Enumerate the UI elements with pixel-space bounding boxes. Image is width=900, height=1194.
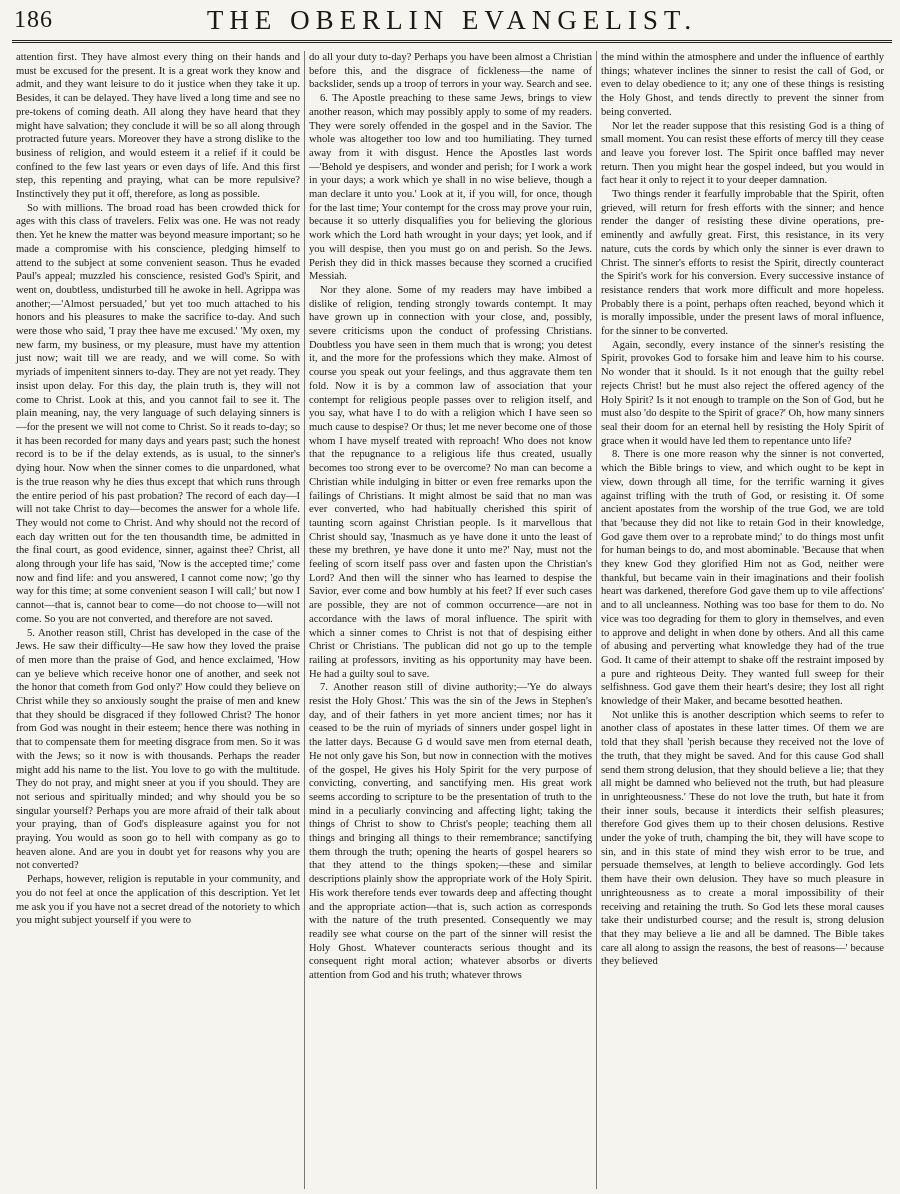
column-middle xyxy=(304,51,596,1189)
newspaper-title: THE OBERLIN EVANGELIST. xyxy=(206,5,698,35)
paragraph: 5. Another reason still, Christ has developed in the case of the Jews. He saw their difficulty—He saw how they loved the praise of men more than the praise of God, and hence exclaimed, 'How can ye believe which receive honor one of another, and seek not the honor that cometh from God only?' How could they believe on Christ while they so anxiously sought the praise of men and knew that they should be disgraced if they followed Christ? The honor from God was nought in their esteem; hence there was nothing in that to compensate them for meeting disgrace from men. So it was with the Jews; so it now is with thousands. Perhaps the reader might add his name to the list. You love to go with the multitude. They do not pray, and might sneer at you if you should. They are not serious and spiritually minded; and why should you be so singular yourself? Perhaps you are more afraid of their talk about your praying, than of God's displeasure against you for not praying. You would as soon go to hell with company as go to heaven alone. And are you in doubt yet for reasons why you are not converted? xyxy=(16,627,300,872)
paragraph: Perhaps, however, religion is reputable in your community, and you do not feel at once the application of this description. Yet let me ask you if you have not a secret dread of the notoriety to which you might subject yourself if you were to xyxy=(16,874,300,927)
column-left xyxy=(12,51,304,1189)
paragraph: So with millions. The broad road has been crowded thick for ages with this class of travelers. Felix was one. He was not ready then. Yet he knew the matter was beyond measure important; so he made a compromise with his conscience, pledging himself to attend to the subject at some convenient season. Thus he evaded Paul's appeal; muzzled his conscience, resisted God's Spirit, and went on, doubtless, undisturbed till he awoke in hell. Agrippa was another;—'Almost persuaded,' but yet too much attached to his honors and his pleasures to make the sacrifice to-day. And such were those who said, 'I pray thee have me excused.' 'My oxen, my new farm, my business, or my pleasure, must have my attention just now; wait till we are ready, and we will come. So with myriads of impenitent sinners to-day. They are not yet ready. They insist upon delay. For this day, the plain truth is, they will not come to Christ. Look at this, and you cannot fail to see it. The plain meaning, nay, the very language of such delaying sinners is—for the present we will not come to Christ. So it reads to-day; so it has been recorded for many days and years past; such the honest record is to be if the delay extends, as is usual, to the sinner's dying hour. Now when the sinner comes to die unpardoned, what is the true reason why he dies thus except that which runs through the entire period of his past probation? The record of each day—I will not take Christ to day—becomes the answer for a whole life. They would not come to Christ. And why should not the record of each day written out for the ten thousandth time, be admitted in the final court, as good evidence, sinner, against thee? Christ, all along through your life has said, 'Now is the accepted time;' come now and find life: and you answered, I cannot come now; 'go thy way for this time; at some convenient season I will call;' but now I cannot—that is, cannot bear to come—do not choose to—will not come. So you are not converted, and therefore are not saved. xyxy=(16,202,300,625)
paragraph: 8. There is one more reason why the sinner is not converted, which the Bible brings to view, and which ought to be kept in view, down through all time, for the terrific warning it gives against trifling with the truth of God, or resisting it. Of some ancient apostates from the worship of the true God, we are told that 'because they did not like to retain God in their knowledge, God gave them over to a reprobate mind;' to do things most unfit for human beings to do, and most abominable. 'Because that when they knew God they glorified Him not as God, neither were thankful, but became vain in their imaginations and their foolish heart was darkened, therefore God gave them up to vile affections' and to all uncleanness. Nothing was too base for them to do. No vice was too degrading for them to glory in themselves, and even to approve and delight in when done by others. And all this came of abusing and perverting what knowledge they had of the true God. It came of their attempt to shake off the restraint imposed by a pure and righteous Deity. They wanted full sweep for their selfishness. God gave them their heart's desire; they lost all right knowledge of their Maker, and became besotted heathen. xyxy=(601,449,884,708)
page-number: 186 xyxy=(14,7,53,33)
paragraph: 6. The Apostle preaching to these same Jews, brings to view another reason, which may possibly apply to some of my readers. They were sorely offended in the gospel and in the Savior. The whole was altogether too low and too humiliating. They turned away from it with disgust. Hence the Apostles last words—'Behold ye despisers, and wonder and perish; for I work a work in your days; a work which ye shall in no wise believe, though a man declare it unto you.' Look at it, if you will, for once, though for the last time; Your contempt for the cross may prove your ruin, because it so utterly disqualifies you for believing the glorious work which the Lord hath wrought in your days; yet look, and if you will despise, then you must go on and perish. So the Jews. Perish they did in thick masses because they scorned a crucified Messiah. xyxy=(309,93,592,283)
masthead xyxy=(12,0,892,43)
paragraph: the mind within the atmosphere and under the influence of earthly things; whatever inclines the sinner to resist the call of God, or even to delay obedience to it; any one of these things is resisting the Holy Ghost, and tends directly to prevent the sinner from being converted. xyxy=(601,52,884,118)
paragraph: Not unlike this is another description which seems to refer to another class of apostates in these latter times. Of them we are told that they shall 'perish because they received not the love of the truth, that they might be saved. And for this cause God shall send them strong delusion, that they should believe a lie; that they all might be damned who believed not the truth, but had pleasure in unrighteousness.' These do not love the truth, but hate it from their inner souls, because it interdicts their selfish pleasures; therefore God gives them up to their chosen delusions. Restive under the yoke of truth, champing the bit, they will have scope to sin, and in this state of mind they wish error to be true, and persuade themselves, at length to believe accordingly. God lets them have their own delusion. They have so much pleasure in unrighteousness as to create a moral impossibility of their receiving and retaining the truth. So God lets these moral causes take their undisturbed course; and the result is, strong delusion that they may believe a lie and all be damned. The Bible takes care all along to assign the reasons, the best of reasons—' because they believed xyxy=(601,709,884,968)
article-columns xyxy=(12,51,892,1189)
paragraph: Two things render it fearfully improbable that the Spirit, often grieved, will return for fresh efforts with the sinner; and hence render the danger of resisting these divine operations, pre-eminently and awfully great. First, this resistance, in its very nature, cuts the cords by which only the sinner is ever drawn to Christ. The sinner's efforts to resist the Spirit, directly counteract the Spirit's work for his conversion. Every successive instance of resistance renders that work more difficult and more hopeless. Probably there is a point, perhaps often reached, beyond which it is morally impossible, under the present laws of moral influence, for the sinner to be converted. xyxy=(601,189,884,338)
paragraph: Nor let the reader suppose that this resisting God is a thing of small moment. You can resist these efforts of mercy till they cease and leave you forever lost. The Spirit once baffled may never return. Then you might hear the gospel indeed, but you would in fact hear it only to reject it to your deeper damnation. xyxy=(601,120,884,187)
paragraph: do all your duty to-day? Perhaps you have been almost a Christian before this, and the disgrace of fickleness—the name of backslider, sends up a troop of terrors in your way. Search and see. xyxy=(309,52,592,91)
paragraph: Nor they alone. Some of my readers may have imbibed a dislike of religion, tending strongly towards contempt. It may have grown up in connection with your close, and, possibly, severe criticisms upon the conduct of professing Christians. Doubtless you have seen in them much that is wrong; you detest it, and the more for the professions which they make. Almost of course you speak out your feelings, and thus aggravate them ten fold. Now it is by a common law of association that your contempt for religious people passes over to religion itself, and you say, what have I to do with a religion which I have seen so much cause to despise? Or thus; let me never become one of those whom I have myself treated with reproach! Who does not know that the repugnance to a religious life thus created, usually becomes too strong ever to be overcome? No man can become a Christian while indulging in bitter or even free remarks upon the failings of Christians. It might almost be said that no man was ever converted, who had habitually cherished this spirit of taunting scorn against Christian people. Is it marvellous that Christ should say, 'Inasmuch as ye have done it unto the least of these my brethren, ye have done it unto me?' Nay, must not the feeling of scorn itself pass over and fasten upon the Christian's Lord? And then will the sinner who has learned to despise the Savior, ever come and bow humbly at his feet? If ever such cases are possible, they are not of common occurrence—are not in accordance with the laws of moral influence. The spirit with which a sinner comes to Christ is not that of despising either Christ or Christians. The publican did not go up to the temple railing at professors, inviting as his opportunity may have been. He had a guilty soul to save. xyxy=(309,284,592,680)
paragraph: Again, secondly, every instance of the sinner's resisting the Spirit, provokes God to forsake him and leave him to his course. No wonder that it should. Is it not enough that the guilty rebel rejects Christ! but he must also reject the offered agency of the Holy Spirit? Is it not enough to trample on the Son of God, but he must also 'do despite to the Spirit of grace?' Oh, how many sinners seal their doom for an eternal hell by resisting the Holy Spirit of grace when it would have led them to repentance unto life? xyxy=(601,339,884,447)
column-right xyxy=(596,51,888,1189)
paragraph: 7. Another reason still of divine authority;—'Ye do always resist the Holy Ghost.' This was the sin of the Jews in Stephen's day, and of their fathers in yet more ancient times; nor has it ceased to be the ruin of myriads of sinners under gospel light in the latter days. Because G d would save men from eternal death, He not only gave his Son, but now in connection with the motives of the gospel, He gives his Holy Spirit for the very purpose of convicting, converting, and sanctifying men. His great work seems according to scripture to be the presentation of truth to the mind in a peculiarly convincing and affecting light; taking the things of Christ to show to Christ's people; teaching them all things and bringing all things to their remembrance; sanctifying them through the truth; opening the hearts of gospel hearers so that they attend to the things spoken;—these and similar descriptions plainly show the appropriate work of the Holy Spirit. His work therefore tends ever towards deep and affecting thought and the appropriate action—that is, such action as corresponds with the nature of the truth presented. Consequently we may readily see what course on the part of the sinner will resist the Holy Ghost. Whatever counteracts serious thought and its consequent right moral action; whatever absorbs or diverts attention from God and his truth; whatever throws xyxy=(309,682,592,982)
paragraph: attention first. They have almost every thing on their hands and must be excused for the present. It is a great work they know and admit, and they want leisure to do it justice when they take it up. Besides, it can be delayed. They have lived a long time and see no pre-tokens of coming death. All along they have heard that they might have salvation; they conclude it will be so all along through protracted future years. Moreover they have a strong dislike to the business of religion, and would esteem it a relief if it could be confined to the few last years or even days of life. And this first step, this repenting and praying, what can be more repulsive? Instinctively they put it off, therefore, as long as possible. xyxy=(16,52,300,201)
